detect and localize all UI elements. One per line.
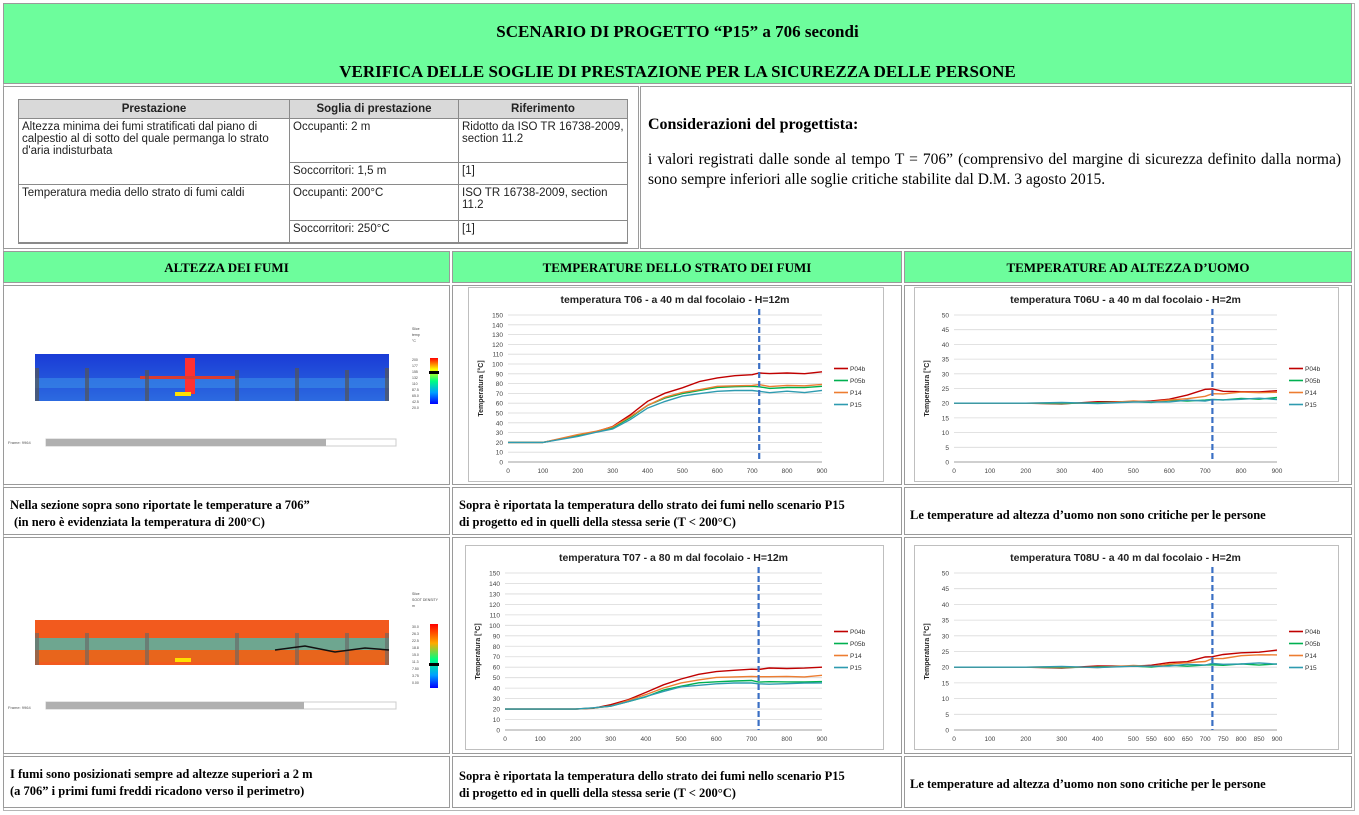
- considerations-text: i valori registrati dalle sonde al tempo T = 706” (comprensivo del margine di sicurezza definito dalla norma) sono sempre inferiori alle soglie critiche stabilite dal D.M. 3 agosto 2015.: [648, 151, 1341, 188]
- y-tick-label: 130: [489, 591, 500, 599]
- x-tick-label: 200: [1020, 736, 1032, 743]
- y-axis-label: Temperatura [°C]: [924, 623, 931, 680]
- section-header-man-height-temp: TEMPERATURE AD ALTEZZA D’UOMO: [904, 251, 1352, 283]
- chart-t07: [465, 545, 884, 750]
- slice-frame-label: Frame: 9964: [8, 440, 31, 445]
- y-tick-label: 10: [495, 449, 503, 457]
- x-tick-label: 700: [1199, 468, 1211, 475]
- chart-frame: [915, 288, 1339, 482]
- legend-label: P04b: [850, 366, 866, 373]
- chart-title: temperatura T06 - a 40 m dal focolaio - H=12m: [560, 294, 790, 306]
- y-tick-label: 40: [941, 601, 949, 609]
- y-tick-label: 120: [489, 601, 500, 609]
- progress-fill: [46, 439, 326, 446]
- y-tick-label: 50: [941, 312, 949, 320]
- y-tick-label: 50: [495, 410, 503, 418]
- y-tick-label: 20: [941, 664, 949, 672]
- y-tick-label: 140: [492, 322, 503, 330]
- y-tick-label: 50: [941, 570, 949, 578]
- chart-frame: [466, 546, 884, 750]
- table-row: [19, 119, 628, 163]
- caption-line: Nella sezione sopra sono riportate le temperature a 706”: [10, 498, 310, 512]
- slice-legend-title: Slice temp °C: [412, 327, 420, 343]
- x-tick-label: 0: [506, 468, 510, 475]
- y-tick-label: 20: [495, 439, 503, 447]
- caption-line: (in nero è evidenziata la temperatura di 200°C): [14, 515, 265, 529]
- x-tick-label: 900: [816, 468, 828, 475]
- y-tick-label: 25: [941, 386, 949, 393]
- caption-line: di progetto ed in quelli della stessa serie (T < 200°C): [459, 786, 736, 800]
- x-tick-label: 0: [952, 736, 956, 743]
- y-tick-label: 90: [492, 633, 500, 641]
- x-tick-label: 100: [534, 736, 546, 743]
- legend-label: P14: [850, 390, 862, 397]
- y-axis-label: Temperatura [°C]: [924, 360, 931, 417]
- x-tick-label: 600: [710, 736, 722, 743]
- y-tick-label: 130: [492, 332, 503, 340]
- y-tick-label: 40: [495, 420, 503, 428]
- x-tick-label: 0: [503, 736, 507, 743]
- y-tick-label: 25: [941, 649, 949, 656]
- y-tick-label: 40: [492, 685, 500, 693]
- legend-label: P04b: [1305, 629, 1321, 636]
- caption-smoke-section-2: [10, 766, 313, 800]
- y-tick-label: 80: [492, 643, 500, 651]
- performance-table: [18, 99, 628, 243]
- legend-label: P14: [1305, 653, 1317, 660]
- page-header: [3, 3, 1352, 84]
- legend-label: P15: [1305, 665, 1317, 672]
- slice-legend-title: Slice SOOT DENSITY m: [412, 592, 438, 608]
- y-tick-label: 70: [492, 654, 500, 662]
- x-tick-label: 700: [746, 468, 758, 475]
- legend-label: P14: [1305, 390, 1317, 397]
- y-tick-label: 30: [941, 371, 949, 379]
- color-scale-bar: [430, 358, 438, 404]
- table-cell: [1]: [459, 221, 628, 243]
- table-cell: Altezza minima dei fumi stratificati dal piano di calpestio al di sotto del quale permanga lo strato d'aria indisturbata: [19, 119, 290, 185]
- fire-source: [175, 658, 191, 662]
- table-cell: ISO TR 16738-2009, section 11.2: [459, 185, 628, 221]
- considerations-title: Considerazioni del progettista:: [648, 116, 859, 133]
- performance-table-cell: [3, 86, 639, 249]
- x-tick-label: 100: [984, 468, 996, 475]
- chart-title: temperatura T06U - a 40 m dal focolaio - H=2m: [1010, 294, 1241, 306]
- x-tick-label: 400: [1092, 736, 1103, 743]
- simulation-slice-soot: [5, 588, 445, 723]
- y-tick-label: 30: [492, 696, 500, 704]
- caption-line: Sopra è riportata la temperatura dello strato dei fumi nello scenario P15: [459, 498, 845, 512]
- section-header-smoke-layer-temp: TEMPERATURE DELLO STRATO DEI FUMI: [452, 251, 902, 283]
- legend-label: P05b: [850, 641, 866, 648]
- slice-scale-labels: 30.0 26.3 22.5 18.8 15.0 11.3 7.50 3.75 0.00: [412, 625, 419, 685]
- table-cell: Soccorritori: 1,5 m: [290, 163, 459, 185]
- x-tick-label: 400: [642, 468, 653, 475]
- table-row: [19, 185, 628, 221]
- x-tick-label: 100: [984, 736, 996, 743]
- chart-t06u: [914, 287, 1339, 482]
- section-header-smoke-height: ALTEZZA DEI FUMI: [3, 251, 450, 283]
- legend-label: P15: [850, 665, 862, 672]
- y-tick-label: 80: [495, 381, 503, 389]
- y-tick-label: 60: [492, 664, 500, 672]
- legend-label: P14: [850, 653, 862, 660]
- table-cell: Soccorritori: 250°C: [290, 221, 459, 243]
- y-tick-label: 40: [941, 341, 949, 349]
- x-tick-label: 900: [816, 736, 828, 743]
- y-tick-label: 150: [489, 570, 500, 578]
- table-cell: Occupanti: 2 m: [290, 119, 459, 163]
- y-tick-label: 90: [495, 371, 503, 379]
- y-tick-label: 50: [492, 675, 500, 683]
- x-tick-label: 300: [607, 468, 619, 475]
- table-cell: Temperatura media dello strato di fumi caldi: [19, 185, 290, 243]
- table-cell: Ridotto da ISO TR 16738-2009, section 11.2: [459, 119, 628, 163]
- y-tick-label: 110: [489, 612, 500, 620]
- caption-man-temp-1: Le temperature ad altezza d’uomo non sono critiche per le persone: [910, 508, 1266, 522]
- x-tick-label: 200: [570, 736, 581, 743]
- y-tick-label: 110: [492, 351, 503, 359]
- page-title: SCENARIO DI PROGETTO “P15” a 706 secondi: [496, 22, 859, 41]
- color-scale-bar: [430, 624, 438, 688]
- y-tick-label: 45: [941, 586, 949, 594]
- x-tick-label: 100: [537, 468, 549, 475]
- x-tick-label: 550: [1145, 736, 1157, 743]
- x-tick-label: 300: [605, 736, 617, 743]
- legend-label: P04b: [1305, 366, 1321, 373]
- x-tick-label: 300: [1056, 468, 1068, 475]
- threshold-marker: [429, 371, 439, 374]
- y-tick-label: 140: [489, 580, 500, 588]
- y-tick-label: 0: [499, 459, 503, 467]
- y-tick-label: 150: [492, 312, 503, 320]
- y-tick-label: 5: [945, 711, 949, 719]
- y-tick-label: 0: [945, 459, 949, 467]
- table-cell: [1]: [459, 163, 628, 185]
- caption-line: di progetto ed in quelli della stessa serie (T < 200°C): [459, 515, 736, 529]
- y-tick-label: 20: [492, 706, 500, 714]
- y-tick-label: 10: [941, 430, 949, 438]
- y-tick-label: 0: [945, 727, 949, 735]
- legend-label: P05b: [850, 378, 866, 385]
- caption-smoke-temp-2: [459, 768, 845, 802]
- y-tick-label: 30: [941, 633, 949, 641]
- x-tick-label: 700: [1199, 736, 1211, 743]
- chart-t08u: [914, 545, 1339, 750]
- caption-man-temp-2: Le temperature ad altezza d’uomo non sono critiche per le persone: [910, 777, 1266, 791]
- y-tick-label: 100: [492, 361, 503, 369]
- progress-fill: [46, 702, 304, 709]
- y-tick-label: 10: [492, 717, 500, 725]
- x-tick-label: 800: [1235, 736, 1247, 743]
- y-tick-label: 20: [941, 400, 949, 408]
- legend-label: P04b: [850, 629, 866, 636]
- y-tick-label: 120: [492, 341, 503, 349]
- table-header: Soglia di prestazione: [290, 100, 459, 119]
- y-tick-label: 100: [489, 622, 500, 630]
- x-tick-label: 500: [675, 736, 687, 743]
- y-tick-label: 0: [496, 727, 500, 735]
- x-tick-label: 700: [746, 736, 757, 743]
- x-tick-label: 600: [711, 468, 723, 475]
- table-cell: Occupanti: 200°C: [290, 185, 459, 221]
- x-tick-label: 600: [1163, 468, 1175, 475]
- caption-line: Sopra è riportata la temperatura dello strato dei fumi nello scenario P15: [459, 769, 845, 783]
- chart-title: temperatura T08U - a 40 m dal focolaio - H=2m: [1010, 552, 1241, 564]
- page-subtitle: VERIFICA DELLE SOGLIE DI PRESTAZIONE PER LA SICUREZZA DELLE PERSONE: [339, 62, 1016, 81]
- y-tick-label: 35: [941, 617, 949, 625]
- x-tick-label: 500: [1128, 468, 1139, 475]
- y-tick-label: 45: [941, 327, 949, 335]
- y-tick-label: 30: [495, 430, 503, 438]
- chart-frame: [915, 546, 1339, 750]
- smoke-layer: [140, 376, 235, 379]
- x-tick-label: 800: [781, 736, 793, 743]
- y-axis-label: Temperatura [°C]: [475, 623, 482, 680]
- y-tick-label: 10: [941, 696, 949, 704]
- y-tick-label: 15: [941, 415, 949, 423]
- y-tick-label: 70: [495, 390, 503, 398]
- x-tick-label: 650: [1181, 736, 1193, 743]
- y-tick-label: 5: [945, 444, 949, 452]
- x-tick-label: 400: [1092, 468, 1103, 475]
- caption-smoke-section-1: [10, 497, 310, 531]
- x-tick-label: 300: [1056, 736, 1068, 743]
- legend-label: P05b: [1305, 378, 1321, 385]
- x-tick-label: 900: [1271, 468, 1283, 475]
- table-header: Prestazione: [19, 100, 290, 119]
- x-tick-label: 850: [1253, 736, 1265, 743]
- fire-source: [175, 392, 191, 396]
- slice-scale-labels: 200 177 155 132 110 87.5 65.0 42.5 20.0: [412, 358, 419, 410]
- x-tick-label: 750: [1217, 736, 1229, 743]
- x-tick-label: 800: [781, 468, 793, 475]
- x-tick-label: 0: [952, 468, 956, 475]
- x-tick-label: 500: [677, 468, 688, 475]
- x-tick-label: 200: [1020, 468, 1032, 475]
- y-tick-label: 15: [941, 680, 949, 688]
- y-axis-label: Temperatura [°C]: [478, 360, 485, 417]
- caption-line: (a 706” i primi fumi freddi ricadono verso il perimetro): [10, 784, 305, 798]
- x-tick-label: 400: [640, 736, 652, 743]
- x-tick-label: 500: [1128, 736, 1139, 743]
- caption-line: I fumi sono posizionati sempre ad altezze superiori a 2 m: [10, 767, 313, 781]
- x-tick-label: 200: [572, 468, 584, 475]
- table-header: Riferimento: [459, 100, 628, 119]
- caption-smoke-temp-1: [459, 497, 845, 531]
- legend-label: P05b: [1305, 641, 1321, 648]
- slice-frame-label: Frame: 9964: [8, 705, 31, 710]
- legend-label: P15: [850, 402, 862, 409]
- chart-t06: [468, 287, 884, 482]
- chart-title: temperatura T07 - a 80 m dal focolaio - H=12m: [558, 552, 789, 564]
- threshold-marker: [429, 663, 439, 666]
- y-tick-label: 60: [495, 400, 503, 408]
- y-tick-label: 35: [941, 356, 949, 364]
- x-tick-label: 800: [1235, 468, 1247, 475]
- legend-label: P15: [1305, 402, 1317, 409]
- simulation-slice-temperature: [5, 318, 445, 453]
- x-tick-label: 900: [1271, 736, 1283, 743]
- x-tick-label: 600: [1163, 736, 1175, 743]
